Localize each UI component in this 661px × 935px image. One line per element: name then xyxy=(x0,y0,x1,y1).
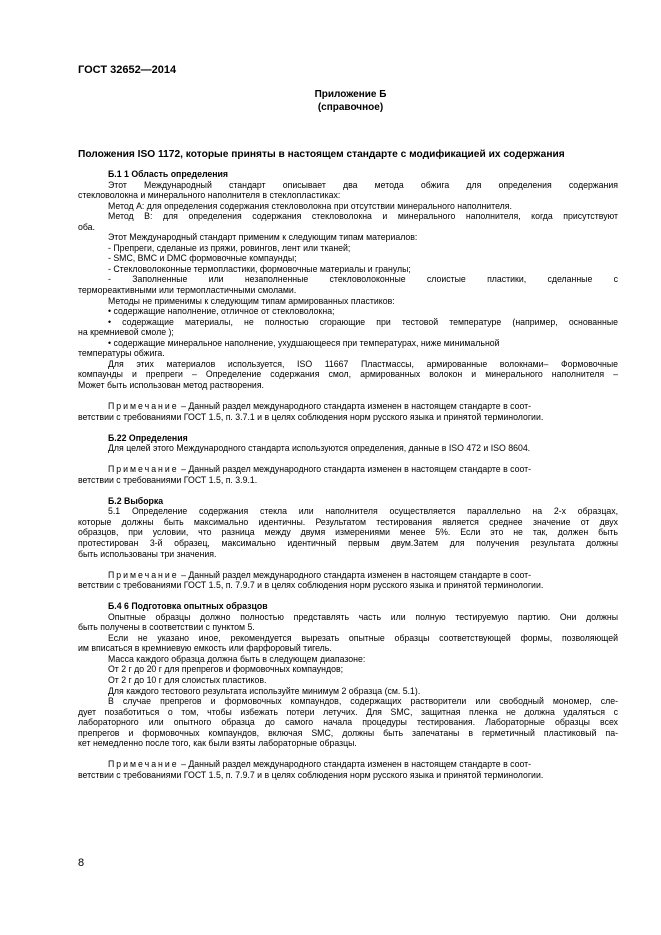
note-continuation: ветствии с требованиями ГОСТ 1.5, п. 7.9.7 и в целях соблюдения норм русского языка и принятой терминологии. xyxy=(78,580,544,591)
paragraph: От 2 г до 20 г для препрегов и формовочных компаундов; xyxy=(108,664,344,675)
paragraph: Методы не применимы к следующим типам армированных пластиков: xyxy=(108,295,395,306)
note-continuation: ветствии с требованиями ГОСТ 1.5, п. 3.9.1. xyxy=(78,474,258,485)
paragraph: образцов, при условии, что разница между двумя измерениями менее 5%. Если это не так, должен быть xyxy=(78,527,618,538)
bullet-item: на кремниевой смоле ); xyxy=(78,327,174,338)
paragraph: им вписаться в кремниевую емкость или фарфоровый тигель. xyxy=(78,643,332,654)
note-continuation: ветствии с требованиями ГОСТ 1.5, п. 7.9.7 и в целях соблюдения норм русского языка и принятой терминологии. xyxy=(78,769,544,780)
page-number: 8 xyxy=(78,857,85,869)
paragraph: Этот Международный стандарт описывает два метода обжига для определения содержания xyxy=(108,179,618,190)
main-title: Положения ISO 1172, которые приняты в настоящем стандарте с модификацией их содержания xyxy=(78,149,565,160)
list-item: - Стекловолоконные термопластики, формовочные материалы и гранулы; xyxy=(108,263,411,274)
paragraph: Для каждого тестового результата используйте минимум 2 образца (см. 5.1). xyxy=(108,685,421,696)
section-heading-specimen-preparation: Б.4 6 Подготовка опытных образцов xyxy=(108,601,268,612)
note-label: Примечание xyxy=(108,759,179,770)
paragraph: 5.1 Определение содержания стекла или наполнителя осуществляется параллельно на 2-х образцах, xyxy=(108,506,618,517)
note-label: Примечание xyxy=(108,464,179,475)
paragraph: Метод А: для определения содержания стекловолокна при отсутствии минерального наполнителя. xyxy=(108,200,512,211)
note: Примечание – Данный раздел международного стандарта изменен в настоящем стандарте в соот- xyxy=(108,400,532,411)
note: Примечание – Данный раздел международного стандарта изменен в настоящем стандарте в соот- xyxy=(108,569,532,580)
bullet-item: • содержащие наполнение, отличное от стекловолокна; xyxy=(108,306,335,317)
bullet-item: температуры обжига. xyxy=(78,348,165,359)
paragraph: Масса каждого образца должна быть в следующем диапазоне: xyxy=(108,653,366,664)
bullet-item: • содержащие материалы, не полностью сгорающие при тестовой температуре (например, основанные xyxy=(108,316,618,327)
appendix-subtitle: (справочное) xyxy=(317,102,384,113)
paragraph: компаунды и препреги – Определение содержания смол, армированных волокон и минерального наполнителя – xyxy=(78,369,618,380)
paragraph: Может быть использован метод растворения. xyxy=(78,379,264,390)
note: Примечание – Данный раздел международного стандарта изменен в настоящем стандарте в соот- xyxy=(108,464,532,475)
paragraph: Для этих материалов используется, ISO 11667 Пластмассы, армированные волокнами– Формовочные xyxy=(108,358,618,369)
paragraph: дует позаботиться о том, чтобы избежать потери летучих. Для SMC, защитная пленка не должна удаляться с xyxy=(78,706,618,717)
paragraph: быть использованы три значения. xyxy=(78,548,217,559)
appendix-title: Приложение Б xyxy=(314,89,387,100)
paragraph: Для целей этого Международного стандарта используются определения, данные в ISO 472 и ISO 8604. xyxy=(108,443,531,454)
note-continuation: ветствии с требованиями ГОСТ 1.5, п. 3.7.1 и в целях соблюдения норм русского языка и принятой терминологии. xyxy=(78,411,544,422)
section-heading-scope: Б.1 1 Область определения xyxy=(108,169,229,179)
document-body xyxy=(78,169,618,780)
paragraph: Если не указано иное, рекомендуется вырезать опытные образцы соответствующей формы, позволяющей xyxy=(108,632,618,643)
list-item: - Препреги, сделаные из пряжи, ровингов, лент или тканей; xyxy=(108,242,351,253)
paragraph: которые должны быть максимально идентичны. Результатом тестирования является среднее значение от двух xyxy=(78,516,618,527)
paragraph: препрегов и формовочных компаундов, включая SMC, должны быть запечатаны в герметичный пластиковый па- xyxy=(78,727,618,738)
paragraph: В случае препрегов и формовочных компаундов, содержащих растворители или свободный мономер, сле- xyxy=(108,696,618,707)
paragraph: Метод В: для определения содержания стекловолокна и минерального наполнителя, когда присутствуют xyxy=(108,211,618,222)
note: Примечание – Данный раздел международного стандарта изменен в настоящем стандарте в соот- xyxy=(108,759,532,770)
paragraph: кет немедленно после того, как были взяты лабораторные образцы. xyxy=(78,738,357,749)
paragraph: стекловолокна и минерального наполнителя в стеклопластиках: xyxy=(78,190,341,201)
list-item: - SMC, ВМС и DMC формовочные компаунды; xyxy=(108,253,297,264)
list-item: - Заполненные или незаполненные стекловолоконные слоистые пластики, сделанные с xyxy=(108,274,618,285)
section-heading-sampling: Б.2 Выборка xyxy=(108,495,164,506)
paragraph: быть получены в соответствии с пунктом 5. xyxy=(78,622,255,633)
paragraph: оба. xyxy=(78,221,95,232)
list-item: термореактивными или термопластичными смолами. xyxy=(78,285,297,296)
paragraph: Этот Международный стандарт применим к следующим типам материалов: xyxy=(108,232,418,243)
paragraph: От 2 г до 10 г для слоистых пластиков. xyxy=(108,674,267,685)
document-id: ГОСТ 32652—2014 xyxy=(78,64,177,76)
paragraph: Опытные образцы должно полностью представлять часть или полную тестируемую партию. Они должны xyxy=(108,611,618,622)
paragraph: лабораторного или опытного образца до самого начала процедуры тестирования. Лабораторные образцы всех xyxy=(78,717,618,728)
paragraph: протестирован 3-й образец, максимально идентичный первым двум.Затем для получения результата должны xyxy=(78,537,618,548)
note-label: Примечание xyxy=(108,569,179,580)
section-heading-definitions: Б.22 Определения xyxy=(108,432,188,443)
appendix-heading xyxy=(0,88,661,114)
bullet-item: • содержащие минеральное наполнение, ухудшающееся при температурах, ниже минимальной xyxy=(108,337,500,348)
note-label: Примечание xyxy=(108,400,179,411)
